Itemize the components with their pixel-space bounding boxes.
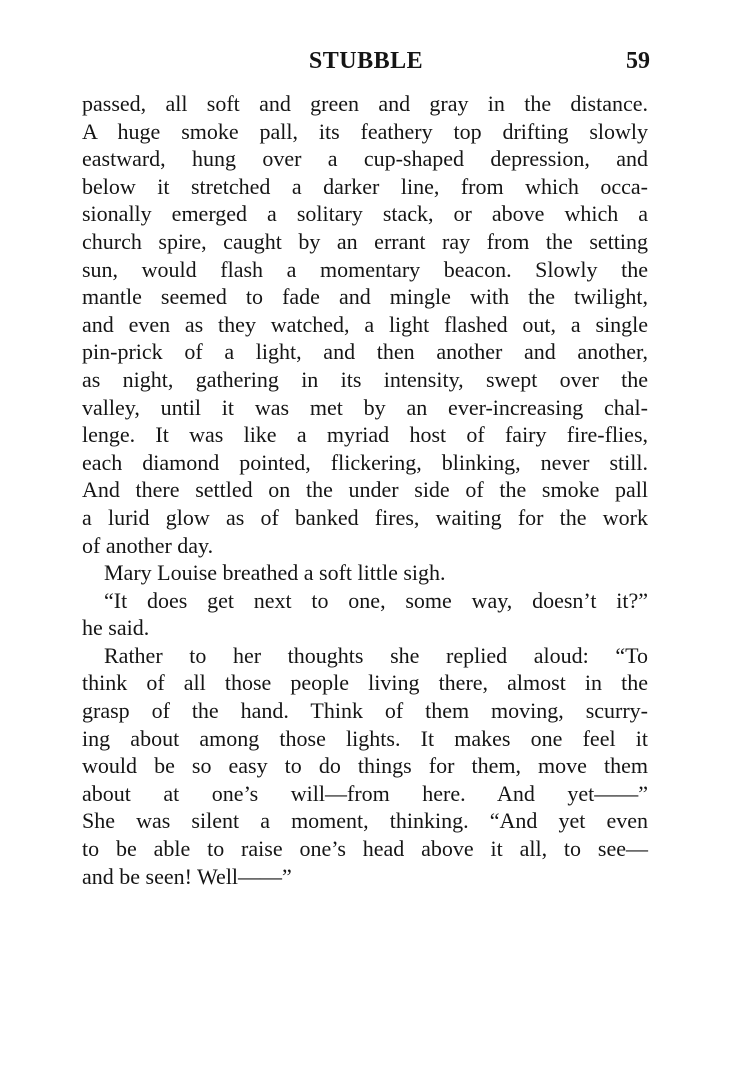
text-line: She was silent a moment, thinking. “And yet even (82, 808, 648, 834)
text-line: grasp of the hand. Think of them moving, scurry- (82, 698, 648, 724)
text-line: Mary Louise breathed a soft little sigh. (104, 560, 446, 586)
text-line: Rather to her thoughts she replied aloud: “To (104, 642, 648, 668)
page-number: 59 (626, 48, 650, 74)
text-line: lenge. It was like a myriad host of fairy fire-flies, (82, 422, 648, 448)
text-line: each diamond pointed, flickering, blinking, never still. (82, 449, 648, 475)
text-line: church spire, caught by an errant ray from the setting (82, 228, 648, 254)
text-line: about at one’s will—from here. And yet——” (82, 780, 648, 806)
text-line: and even as they watched, a light flashed out, a single (82, 311, 648, 337)
text-line: to be able to raise one’s head above it all, to see— (82, 836, 648, 862)
text-line: valley, until it was met by an ever-increasing chal- (82, 394, 648, 420)
text-line: sionally emerged a solitary stack, or above which a (82, 201, 648, 227)
text-line: a lurid glow as of banked fires, waiting for the work (82, 504, 648, 530)
text-line: of another day. (82, 532, 214, 558)
text-line: he said. (82, 615, 150, 641)
text-line: “It does get next to one, some way, doesn’t it?” (104, 587, 648, 613)
running-title: STUBBLE (308, 48, 424, 74)
text-line: A huge smoke pall, its feathery top drifting slowly (82, 118, 648, 144)
text-line: ing about among those lights. It makes one feel it (82, 725, 648, 751)
text-line: would be so easy to do things for them, move them (82, 753, 648, 779)
body-text (82, 90, 648, 890)
text-line: as night, gathering in its intensity, swept over the (82, 366, 648, 392)
text-line: below it stretched a darker line, from which occa- (82, 173, 648, 199)
text-line: eastward, hung over a cup-shaped depression, and (82, 146, 648, 172)
text-line: mantle seemed to fade and mingle with the twilight, (82, 284, 648, 310)
text-line: think of all those people living there, almost in the (82, 670, 648, 696)
text-line: passed, all soft and green and gray in the distance. (82, 91, 648, 116)
text-line: and be seen! Well——” (82, 863, 292, 889)
text-line: And there settled on the under side of the smoke pall (82, 477, 648, 503)
text-line: pin-prick of a light, and then another and another, (82, 339, 648, 365)
text-line: sun, would flash a momentary beacon. Slowly the (82, 256, 648, 282)
page-header (82, 48, 650, 78)
